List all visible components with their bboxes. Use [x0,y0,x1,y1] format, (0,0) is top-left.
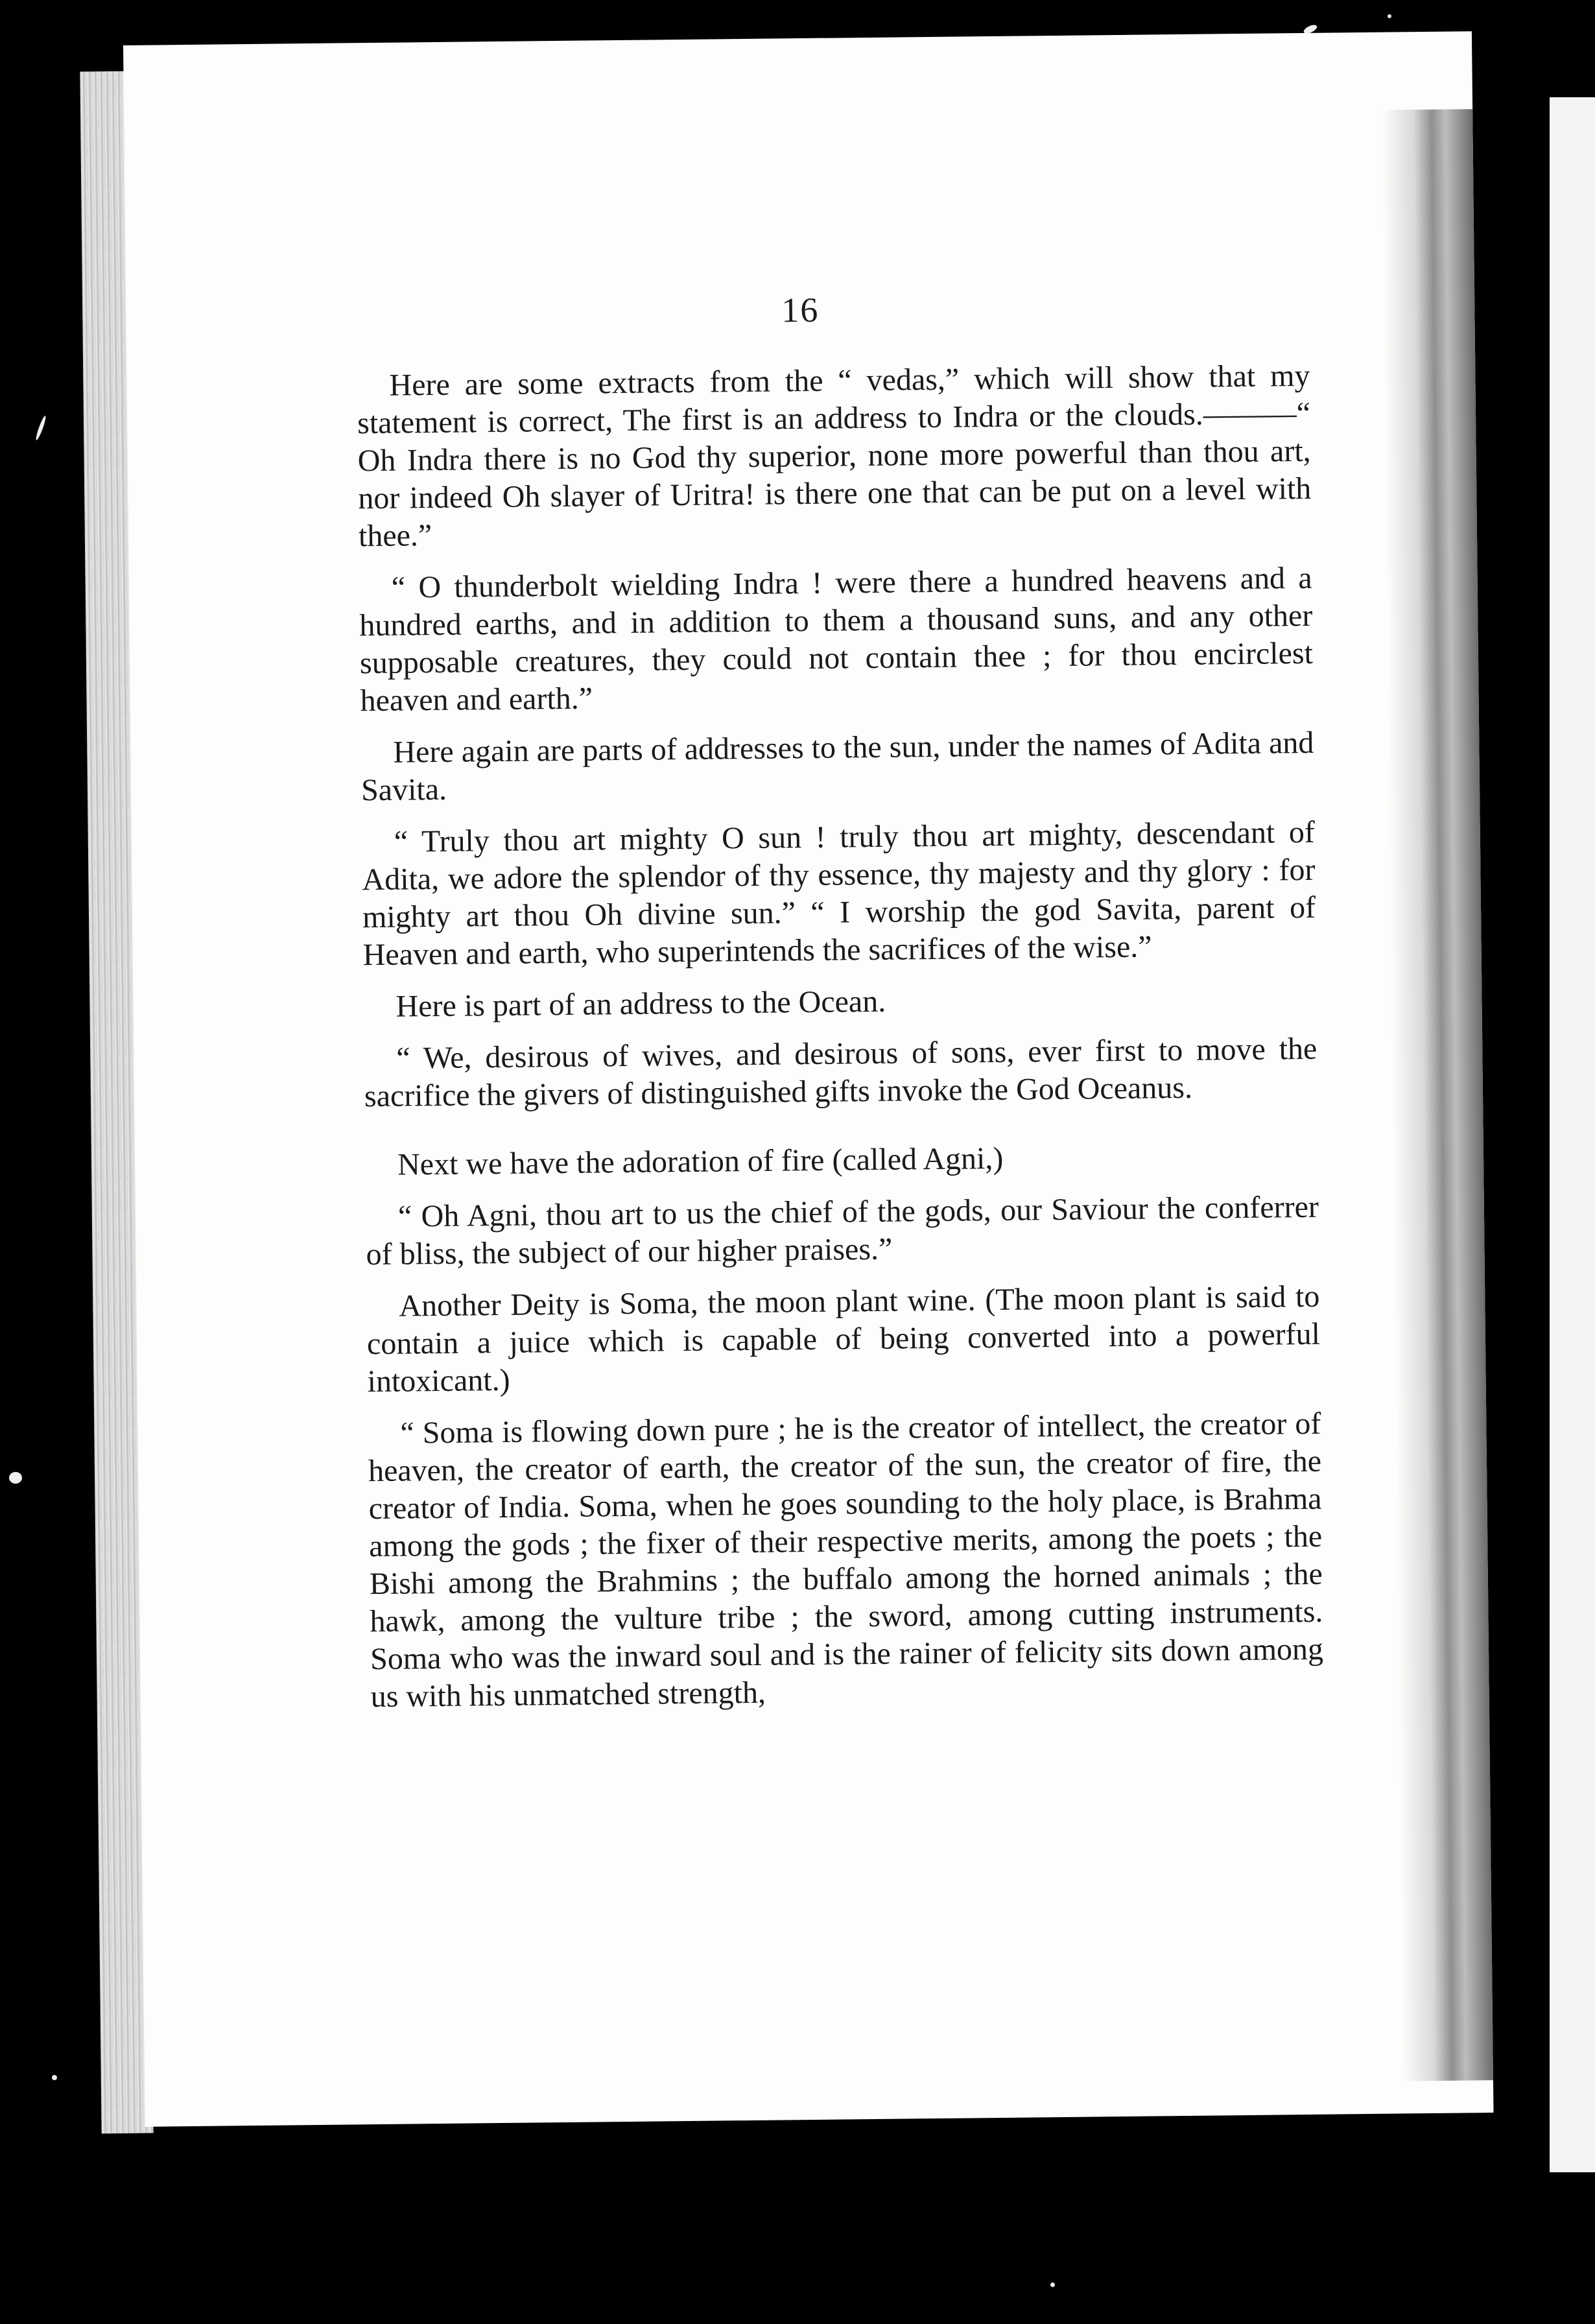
scan-speck [1388,14,1391,18]
paragraph-vedas-intro: Here are some extracts from the “ vedas,” which will show that my statement is correct, The first is an address to Indra or the clouds.———“ Oh Indra there is no God thy superior, none more powerful than thou art, nor indeed Oh slayer of Uritra! is there one that can be put on a level with thee.” [357,358,1312,554]
paragraph-sun-address: “ Truly thou art mighty O sun ! truly thou art mighty, descendant of Adita, we adore the splendor of thy essence, thy majesty and thy glory : for mighty art thou Oh divine sun.” “ I worship the god Savita, parent of Heaven and earth, who superintends the sacrifices of the wise.” [362,814,1316,973]
paragraph-sun-intro: Here again are parts of addresses to the sun, under the names of Adita and Savita. [360,725,1314,808]
paragraph-soma-intro: Another Deity is Soma, the moon plant wine. (The moon plant is said to contain a juice which is capable of being converted into a powerful intoxicant.) [366,1279,1321,1399]
scan-speck [34,415,47,441]
page-spine-shadow [1382,109,1493,2081]
page-number: 16 [781,290,820,330]
paragraph-soma-address: “ Soma is flowing down pure ; he is the creator of intellect, the creator of heaven, the creator of earth, the creator of the sun, the creator of fire, the creator of India. Soma, when he goes sounding to the holy place, is Brahma among the gods ; the fixer of their respective merits, among the poets ; the Bishi among the Brahmins ; the buffalo among the horned animals ; the hawk, among the vulture tribe ; the sword, among cutting instruments. Soma who was the inward soul and is the rainer of felicity sits down among us with his unmatched strength, [368,1406,1324,1714]
scan-speck [1050,2282,1055,2287]
adjacent-page-edge [1550,97,1595,2172]
book-page [123,31,1494,2127]
scan-speck [52,2075,57,2080]
paragraph-fire-intro: Next we have the adoration of fire (called Agni,) [397,1141,1004,1182]
scan-speck [9,1472,22,1484]
paragraph-agni-address: “ Oh Agni, thou art to us the chief of the gods, our Saviour the conferrer of bliss, the subject of our higher praises.” [366,1189,1319,1272]
paragraph-thunderbolt: “ O thunderbolt wielding Indra ! were there a hundred heavens and a hundred earths, and in addition to them a thousand suns, and any other supposable creatures, they could not contain thee ; for thou encirclest heaven and earth.” [359,560,1314,718]
paragraph-ocean-intro: Here is part of an address to the Ocean. [396,984,886,1024]
paragraph-ocean-address: “ We, desirous of wives, and desirous of sons, ever first to move the sacrifice the givers of distinguished gifts invoke the God Oceanus. [364,1031,1317,1114]
page-body [357,357,1324,1730]
